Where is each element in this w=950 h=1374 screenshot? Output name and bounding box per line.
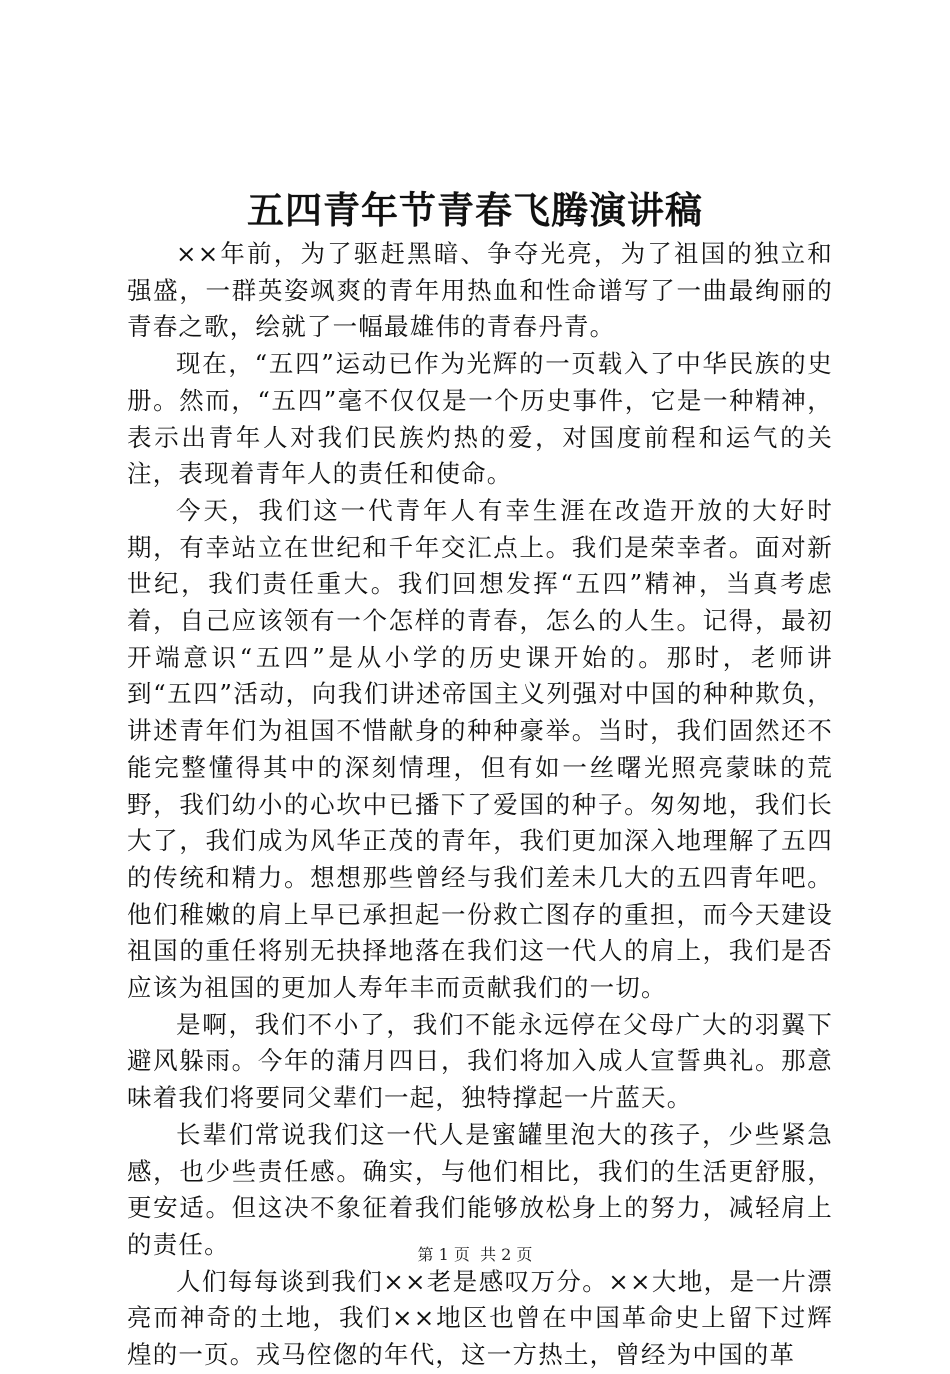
page-footer bbox=[0, 1244, 950, 1266]
paragraph: 是啊，我们不小了，我们不能永远停在父母广大的羽翼下避风躲雨。今年的蒲月四日，我们将加入成人宣誓典礼。那意味着我们将要同父辈们一起，独特撑起一片蓝天。 bbox=[127, 1009, 833, 1113]
paragraph: 今天，我们这一代青年人有幸生涯在改造开放的大好时期，有幸站立在世纪和千年交汇点上。我们是荣幸者。面对新世纪，我们责任重大。我们回想发挥“五四”精神，当真考虑着，自己应该领有一个怎样的青春，怎么的人生。记得，最初开端意识“五四”是从小学的历史课开始的。那时，老师讲到“五四”活动，向我们讲述帝国主义列强对中国的种种欺负，讲述青年们为祖国不惜献身的种种豪举。当时，我们固然还不能完整懂得其中的深刻情理，但有如一丝曙光照亮蒙昧的荒野，我们幼小的心坎中已播下了爱国的种子。匆匆地，我们长大了，我们成为风华正茂的青年，我们更加深入地理解了五四的传统和精力。想想那些曾经与我们差未几大的五四青年吧。他们稚嫩的肩上早已承担起一份救亡图存的重担，而今天建设祖国的重任将别无抉择地落在我们这一代人的肩上，我们是否应该为祖国的更加人寿年丰而贡献我们的一切。 bbox=[127, 495, 833, 1003]
paragraph: 人们每每谈到我们××老是感叹万分。××大地，是一片漂亮而神奇的土地，我们××地区也曾在中国革命史上留下过辉煌的一页。戎马倥偬的年代，这一方热土，曾经为中国的革 bbox=[127, 1266, 833, 1370]
document-title: 五四青年节青春飞腾演讲稿 bbox=[247, 188, 703, 232]
paragraph: 长辈们常说我们这一代人是蜜罐里泡大的孩子，少些紧急感，也少些责任感。确实，与他们相比，我们的生活更舒服，更安适。但这决不象征着我们能够放松身上的努力，减轻肩上的责任。 bbox=[127, 1119, 833, 1259]
paragraph: 现在，“五四”运动已作为光辉的一页载入了中华民族的史册。然而，“五四”毫不仅仅是一个历史事件，它是一种精神，表示出青年人对我们民族灼热的爱，对国度前程和运气的关注，表现着青年人的责任和使命。 bbox=[127, 349, 833, 489]
document-body bbox=[127, 236, 833, 1374]
page-number-label: 第 1 页 共 2 页 bbox=[417, 1245, 533, 1264]
paragraph: ××年前，为了驱赶黑暗、争夺光亮，为了祖国的独立和强盛，一群英姿飒爽的青年用热血和性命谱写了一曲最绚丽的青春之歌，绘就了一幅最雄伟的青春丹青。 bbox=[127, 239, 833, 342]
